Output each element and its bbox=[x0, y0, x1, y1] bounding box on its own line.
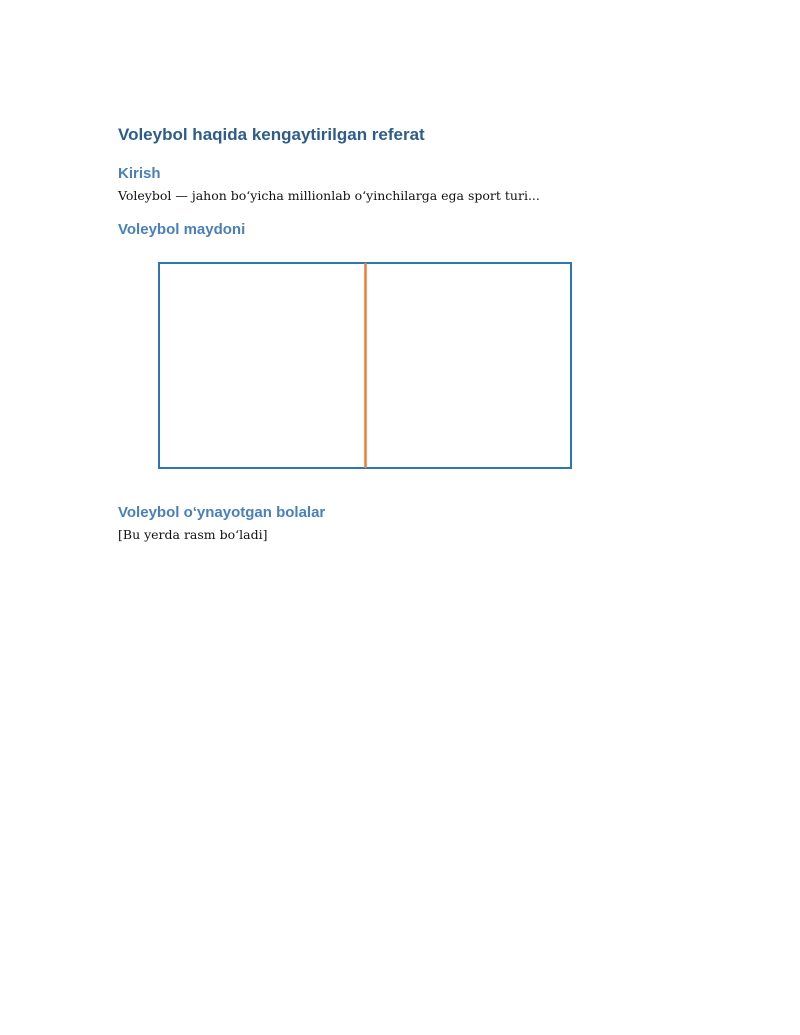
section-heading-court: Voleybol maydoni bbox=[118, 221, 246, 238]
section-heading-intro: Kirish bbox=[118, 165, 161, 182]
image-placeholder-text: [Bu yerda rasm bo‘ladi] bbox=[118, 527, 268, 542]
volleyball-court-diagram bbox=[158, 262, 572, 469]
section-heading-kids: Voleybol o‘ynayotgan bolalar bbox=[118, 504, 326, 521]
document-title: Voleybol haqida kengaytirilgan referat bbox=[118, 125, 425, 144]
intro-paragraph: Voleybol — jahon bo‘yicha millionlab o‘yinchilarga ega sport turi... bbox=[118, 188, 540, 203]
